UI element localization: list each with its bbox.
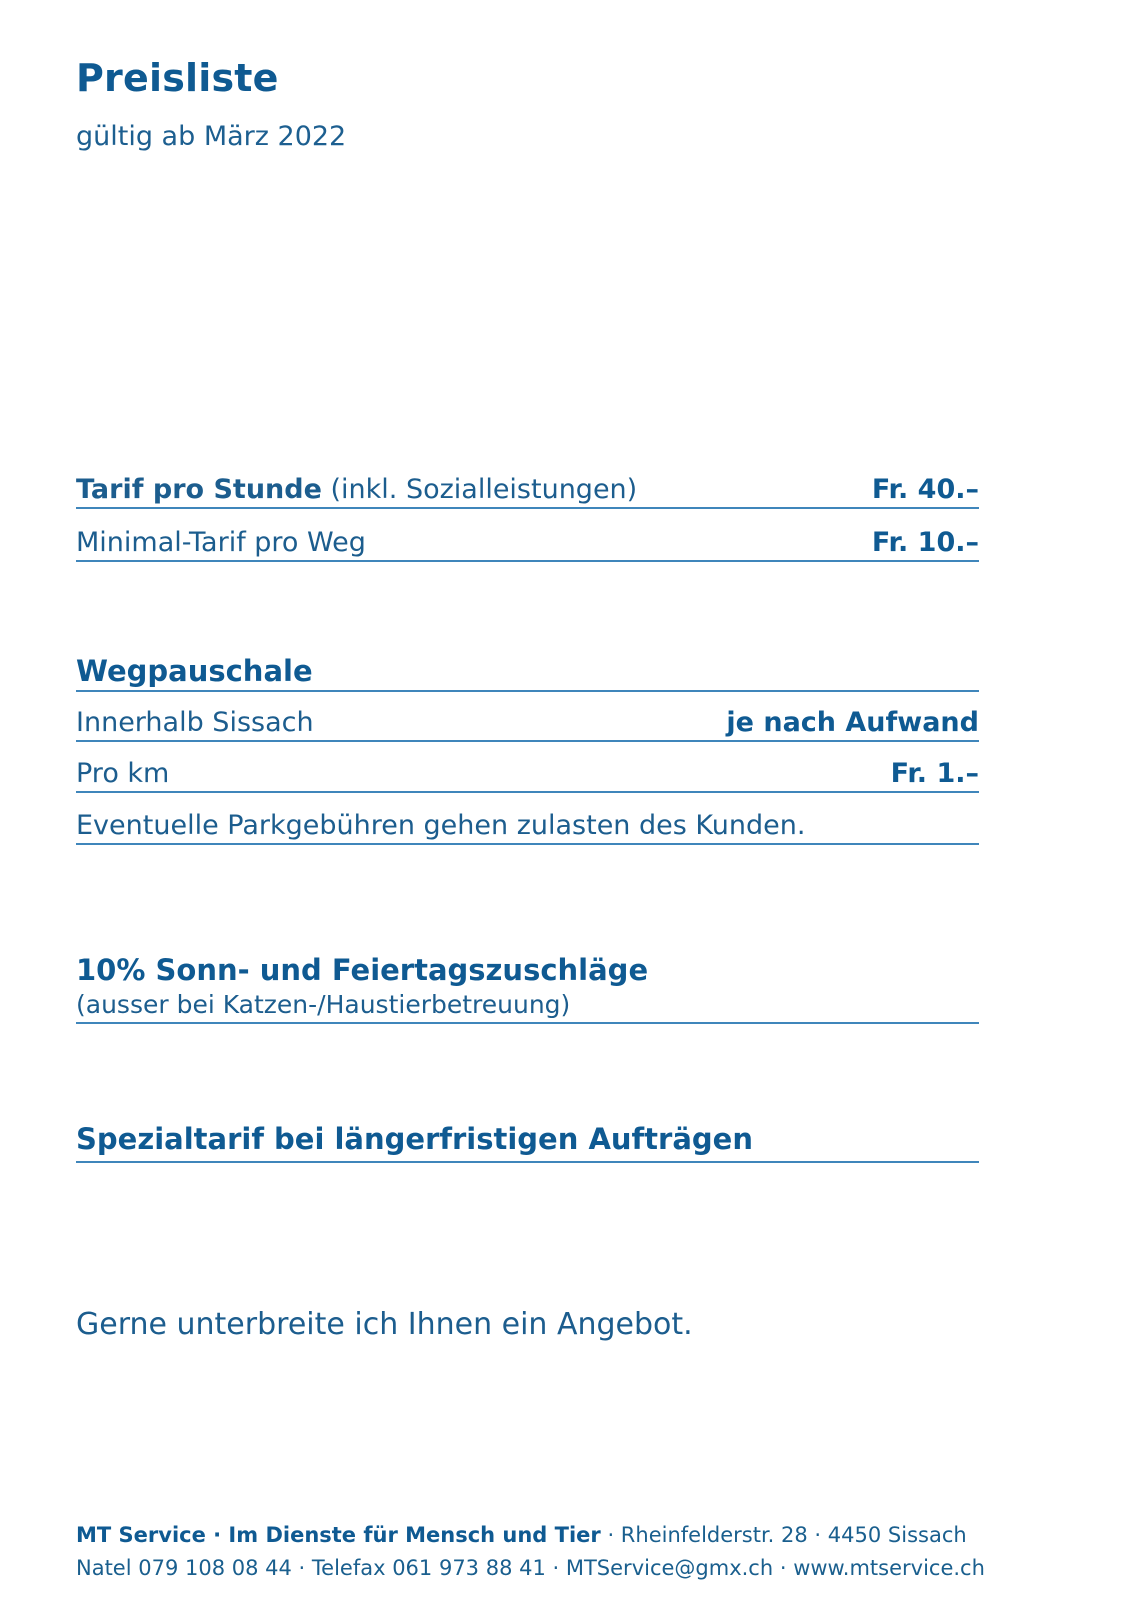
- footer-company-line: [76, 1523, 967, 1547]
- page-title: Preisliste: [76, 56, 279, 100]
- hourly-rate-label-note: (inkl. Sozialleistungen): [321, 474, 638, 505]
- per-km-row: [76, 758, 979, 793]
- offer-text: Gerne unterbreite ich Ihnen ein Angebot.: [76, 1307, 693, 1342]
- footer-address: · Rheinfelderstr. 28 · 4450 Sissach: [600, 1523, 967, 1547]
- per-km-label: Pro km: [76, 758, 170, 789]
- inside-sissach-label: Innerhalb Sissach: [76, 707, 314, 738]
- footer-contact: Natel 079 108 08 44 · Telefax 061 973 88 41 · MTService@gmx.ch · www.mtservice.ch: [76, 1556, 985, 1580]
- parking-note-row: [76, 810, 979, 845]
- parking-note: Eventuelle Parkgebühren gehen zulasten des Kunden.: [76, 810, 806, 841]
- travel-flat-rate-heading-row: [76, 654, 979, 692]
- hourly-rate-price: Fr. 40.–: [871, 474, 979, 505]
- special-rate-block: [76, 1119, 979, 1163]
- minimal-rate-row: [76, 527, 979, 562]
- surcharge-note: (ausser bei Katzen-/Haustierbetreuung): [76, 990, 571, 1019]
- per-km-price: Fr. 1.–: [890, 758, 979, 789]
- page-subtitle: gültig ab März 2022: [76, 121, 347, 152]
- hourly-rate-label: [76, 474, 637, 505]
- footer-company: MT Service · Im Dienste für Mensch und Tier: [76, 1523, 601, 1547]
- special-rate-heading: Spezialtarif bei längerfristigen Aufträgen: [76, 1122, 753, 1156]
- minimal-rate-label: Minimal-Tarif pro Weg: [76, 527, 366, 558]
- inside-sissach-row: [76, 707, 979, 742]
- hourly-rate-label-bold: Tarif pro Stunde: [76, 474, 322, 505]
- inside-sissach-value: je nach Aufwand: [726, 707, 979, 738]
- surcharge-heading: 10% Sonn- und Feiertagszuschläge: [76, 953, 649, 987]
- surcharge-block: [76, 950, 979, 1024]
- travel-flat-rate-heading: Wegpauschale: [76, 654, 313, 688]
- hourly-rate-row: [76, 474, 979, 509]
- minimal-rate-price: Fr. 10.–: [871, 527, 979, 558]
